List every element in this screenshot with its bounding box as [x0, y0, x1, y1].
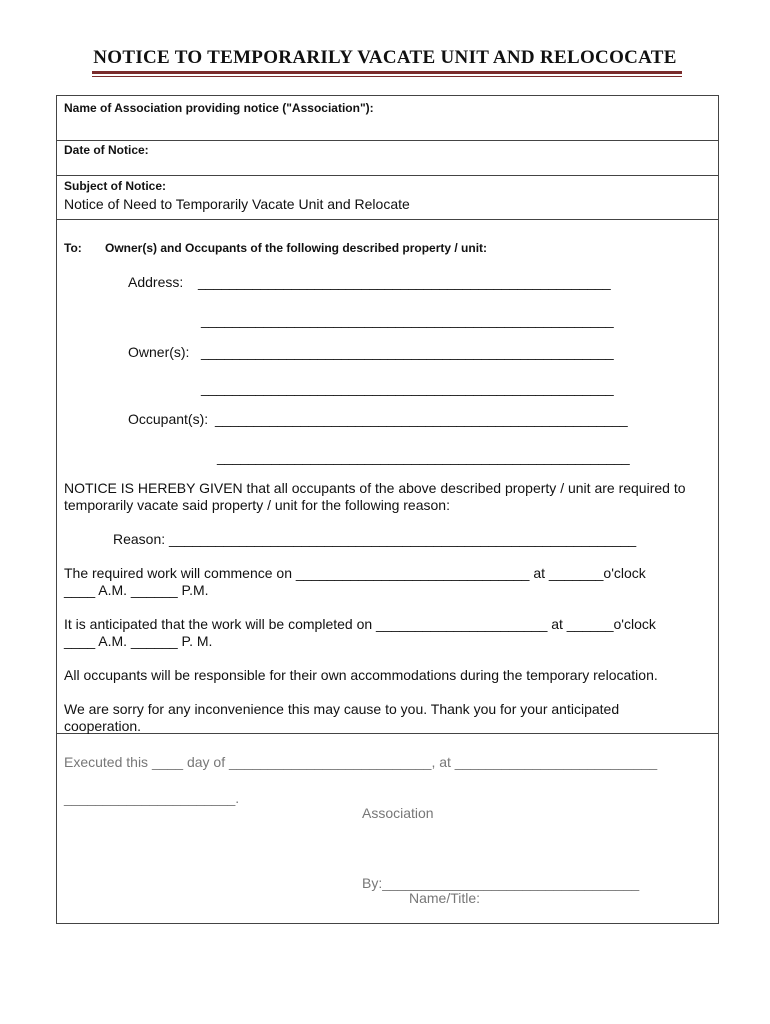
notice-line-2: temporarily vacate said property / unit for the following reason:: [64, 497, 450, 513]
association-signature-label: Association: [362, 805, 434, 821]
notice-line-1: NOTICE IS HEREBY GIVEN that all occupants of the above described property / unit are required to: [64, 480, 686, 496]
subject-label: Subject of Notice:: [64, 179, 167, 193]
notice-form: [56, 95, 719, 924]
executed-continuation: ______________________.: [64, 790, 240, 806]
title-rule-thick: [92, 71, 682, 74]
address-line-2: _____________________________________________________: [201, 312, 614, 328]
completion-line-2: ____ A.M. ______ P. M.: [64, 633, 213, 649]
occupants-label: Occupant(s):: [128, 411, 209, 427]
owners-line-1: _____________________________________________________: [201, 344, 614, 360]
occupants-line-1: _____________________________________________________: [215, 411, 628, 427]
apology-line-1: We are sorry for any inconvenience this may cause to you. Thank you for your anticipated: [64, 701, 620, 717]
title-rule-thin: [92, 76, 682, 77]
to-label: To:: [64, 241, 82, 255]
owners-line-2: _____________________________________________________: [201, 380, 614, 396]
divider: [57, 140, 718, 141]
reason-line: Reason: ____________________________________________________________: [113, 531, 637, 547]
completion-line-1: It is anticipated that the work will be completed on ______________________ at ______o'clock: [64, 616, 656, 632]
occupants-line-2: _____________________________________________________: [217, 449, 630, 465]
completion-paragraph: [64, 616, 714, 650]
executed-line: Executed this ____ day of __________________________, at __________________________: [64, 754, 658, 770]
apology-paragraph: [64, 701, 714, 735]
apology-line-2: cooperation.: [64, 718, 142, 734]
accommodations-text: All occupants will be responsible for their own accommodations during the temporary relocation.: [64, 667, 658, 683]
address-line-1: _____________________________________________________: [198, 274, 611, 290]
commence-line-2: ____ A.M. ______ P.M.: [64, 582, 209, 598]
association-name-label: Name of Association providing notice ("Association"):: [64, 101, 374, 115]
owners-label: Owner(s):: [128, 344, 190, 360]
name-title-label: Name/Title:: [409, 890, 481, 906]
address-label: Address:: [128, 274, 184, 290]
date-of-notice-label: Date of Notice:: [64, 143, 149, 157]
commence-paragraph: [64, 565, 714, 599]
recipients-text: Owner(s) and Occupants of the following described property / unit:: [105, 241, 488, 255]
divider: [57, 219, 718, 220]
commence-line-1: The required work will commence on ______________________________ at _______o'clock: [64, 565, 646, 581]
divider: [57, 175, 718, 176]
subject-value: Notice of Need to Temporarily Vacate Unit and Relocate: [64, 196, 410, 212]
signature-by-line: By:_________________________________: [362, 875, 640, 891]
notice-title: NOTICE TO TEMPORARILY VACATE UNIT AND RELOCOCATE: [93, 47, 677, 68]
notice-paragraph: [64, 480, 714, 514]
